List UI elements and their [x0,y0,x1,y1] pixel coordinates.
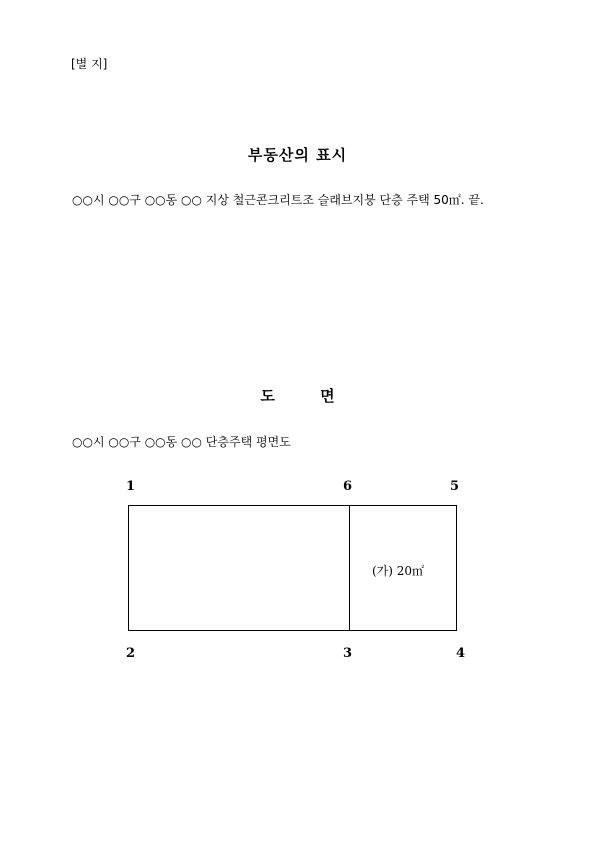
property-description: ○○시 ○○구 ○○동 ○○ 지상 철근콘크리트조 슬래브지붕 단층 주택 50㎡. 끝. [72,193,484,207]
floor-plan-divider [349,505,350,631]
corner-point-2: 2 [126,646,136,661]
corner-point-5: 5 [450,479,460,494]
corner-point-4: 4 [456,646,466,661]
drawing-title: 도 면 [260,387,335,405]
corner-point-1: 1 [126,479,136,494]
room-label: (가) 20㎡ [372,564,425,578]
corner-point-6: 6 [343,479,353,494]
attachment-label: [별 지] [71,57,108,71]
corner-point-3: 3 [343,646,353,661]
floor-plan-caption: ○○시 ○○구 ○○동 ○○ 단층주택 평면도 [72,435,291,449]
property-title: 부동산의 표시 [247,146,348,164]
